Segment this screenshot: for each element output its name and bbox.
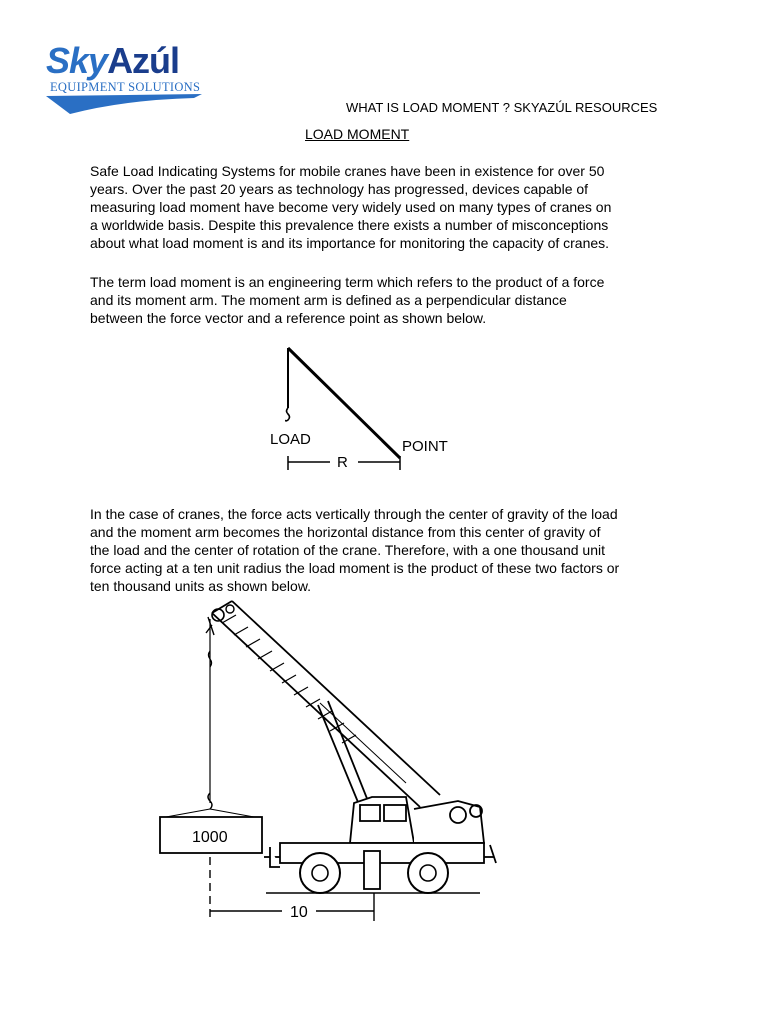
load-value-label: 1000 [192,829,228,846]
lift-cylinder [318,701,368,807]
skyazul-logo [44,40,204,116]
crane-boom [212,601,440,807]
hook-icon [286,408,290,421]
load-moment-diagram [260,340,460,475]
logo-sky: Sky [46,40,108,81]
radius-value-label: 10 [290,904,308,921]
paragraph-crane-example: In the case of cranes, the force acts vertically through the center of gravity of the load and the moment arm becomes the horizontal distance from this center of gravity of the load and the center of rotation of the crane. Therefore, with a one thousand unit force acting at a ten unit radius the load moment is the product of these two factors or ten thousand units as shown below. [90,506,620,594]
paragraph-definition: The term load moment is an engineering term which refers to the product of a force and its moment arm. The moment arm is defined as a perpendicular distance between the force vector and a reference point as shown below. [90,274,605,326]
logo-wordmark [46,40,179,82]
paragraph-intro: Safe Load Indicating Systems for mobile cranes have been in existence for over 50 years. Over the past 20 years as technology has progressed, devices capable of measuring load moment have become very widely used on many types of cranes on a worldwide basis. Despite this prevalence there exists a number of misconceptions about what load moment is and its importance for monitoring the capacity of cranes. [90,163,612,251]
diagram-load-label: LOAD [270,431,311,448]
rear-wheel [408,853,448,893]
logo-tagline: EQUIPMENT SOLUTIONS [50,80,201,94]
front-wheel [300,853,340,893]
diagram-point-label: POINT [402,438,448,455]
diagram-radius-label: R [337,454,348,471]
page-title: LOAD MOMENT [305,126,410,142]
logo-azul: Azúl [107,40,180,81]
logo-swoosh-icon [44,92,204,116]
crane-carrier [264,843,496,889]
crane-diagram [150,595,510,925]
document-header: WHAT IS LOAD MOMENT ? SKYAZÚL RESOURCES [346,100,658,115]
